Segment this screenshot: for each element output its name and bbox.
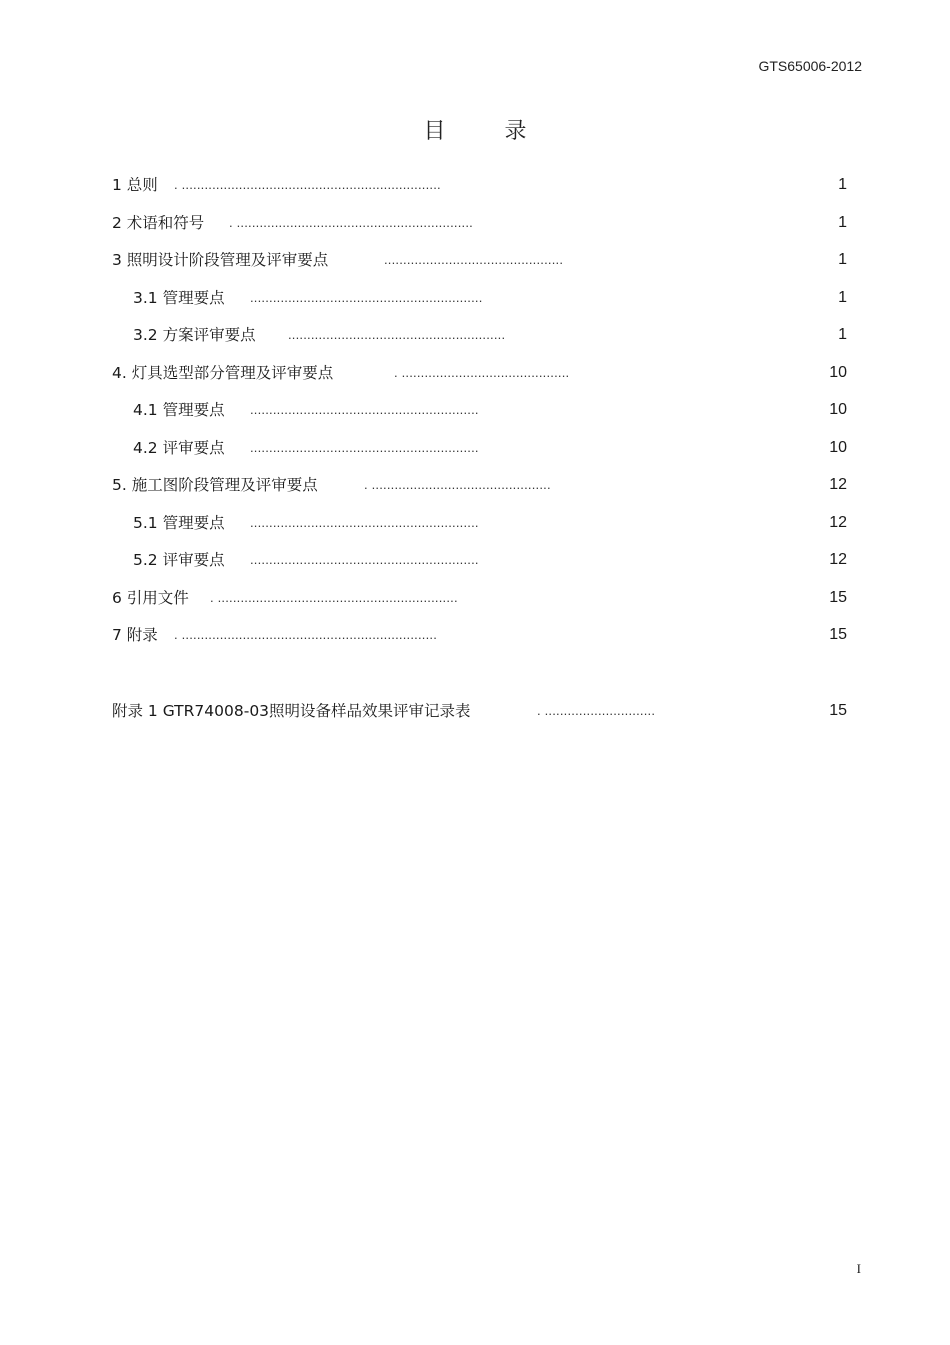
toc-entry-label: 5.1 管理要点 [133,513,225,532]
toc-page-number: 15 [829,588,847,606]
toc-entry[interactable] [112,247,847,285]
toc-entry-label: 5.2 评审要点 [133,551,225,569]
footer-page-number: I [856,1261,861,1276]
toc-entry-label: 1 总则 [112,176,158,194]
toc-page-number: 15 [829,626,847,643]
toc-entry-label: 5. 施工图阶段管理及评审要点 [112,476,318,494]
toc-entry-label: 附录 1 GTR74008-03照明设备样品效果评审记录表 [112,702,471,720]
toc-leader-dots: . ............................................ [394,364,570,380]
toc-page-number: 10 [829,401,847,418]
toc-leader-dots: ............................................... [384,252,564,267]
toc-leader-dots: ............................................................ [250,402,479,417]
toc-leader-dots: . ............................................... [364,477,551,492]
toc-leader-dots: . .................................................................... [174,177,441,192]
toc-title: 目 录 [423,119,553,144]
toc-entry[interactable] [112,397,847,435]
document-code: GTS65006-2012 [758,58,862,74]
toc-leader-dots: . ............................. [537,703,656,718]
toc-leader-dots: ............................................................. [250,289,483,305]
toc-page-number: 1 [838,176,847,193]
toc-entry-label: 3.2 方案评审要点 [133,326,256,344]
toc-page-number: 10 [829,438,847,456]
toc-entry[interactable] [112,285,847,323]
toc-entry[interactable] [112,435,847,473]
toc-entry-label: 6 引用文件 [112,588,189,607]
toc-entry[interactable] [112,322,847,360]
toc-entry-label: 4.1 管理要点 [133,401,225,419]
toc-page-number: 12 [829,476,847,493]
toc-entry-label: 3.1 管理要点 [133,288,225,307]
toc-entry[interactable] [112,172,847,210]
toc-leader-dots: ............................................................ [250,439,479,455]
toc-leader-dots: ............................................................ [250,552,479,567]
toc-entry-label: 7 附录 [112,626,158,644]
toc-page-number: 1 [838,288,847,306]
toc-entry[interactable] [112,585,847,623]
toc-entry[interactable] [112,472,847,510]
toc-page-number: 12 [829,513,847,531]
table-of-contents [112,172,847,660]
toc-entry[interactable] [112,210,847,248]
toc-entry-label: 4.2 评审要点 [133,438,225,457]
toc-entry[interactable] [112,547,847,585]
toc-leader-dots: ......................................................... [288,327,506,342]
toc-entry[interactable] [112,360,847,398]
toc-page-number: 1 [838,326,847,343]
toc-leader-dots: . ................................................................... [174,627,438,642]
toc-page-number: 10 [829,363,847,381]
toc-leader-dots: . ............................................................... [210,589,458,605]
toc-entry-label: 2 术语和符号 [112,213,205,232]
toc-page-number: 1 [838,213,847,231]
toc-entry-label: 4. 灯具选型部分管理及评审要点 [112,363,334,382]
toc-leader-dots: . .............................................................. [229,214,473,230]
toc-entry-label: 3 照明设计阶段管理及评审要点 [112,251,329,269]
toc-page-number: 1 [838,251,847,268]
toc-appendix-entry[interactable] [112,698,847,724]
toc-page-number: 15 [829,702,847,719]
toc-leader-dots: ............................................................ [250,514,479,530]
toc-entry[interactable] [112,622,847,660]
toc-page-number: 12 [829,551,847,568]
toc-entry[interactable] [112,510,847,548]
